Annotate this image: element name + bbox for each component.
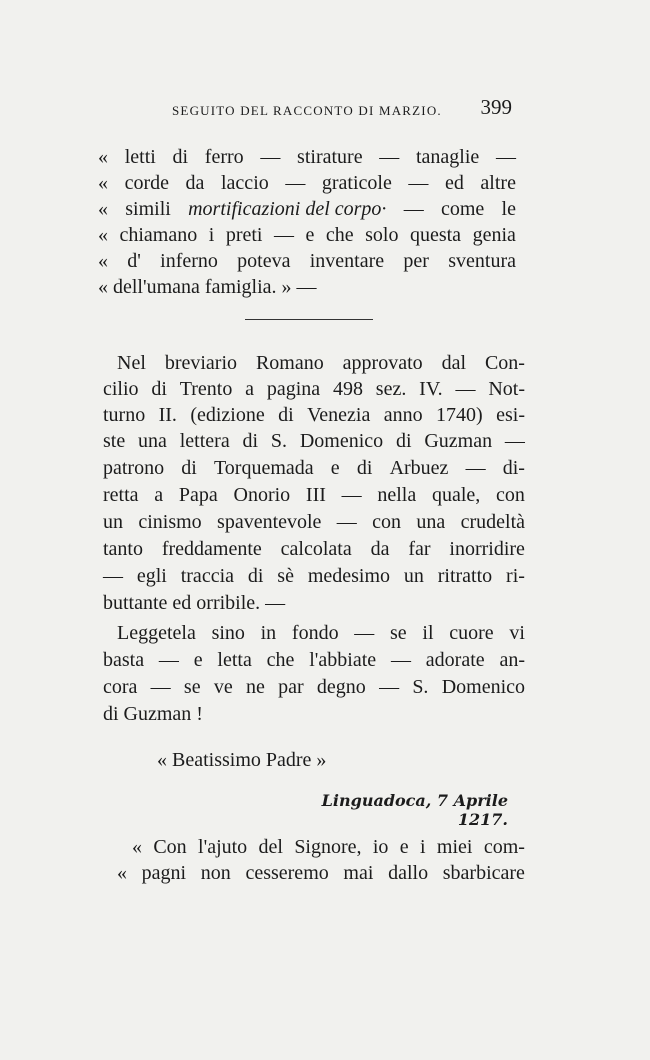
quote-line: « d' inferno poteva inventare per sventura <box>98 250 516 272</box>
quote-line: « letti di ferro — stirature — tanaglie — <box>98 146 516 168</box>
text-line: buttante ed orribile. — <box>103 592 286 614</box>
text-line: un cinismo spaventevole — con una crudeltà <box>103 511 525 533</box>
page-number: 399 <box>480 95 512 119</box>
letter-dateline: Linguadoca, 7 Aprile 1217. <box>321 791 508 829</box>
text-line: retta a Papa Onorio III — nella quale, con <box>103 484 525 506</box>
text-line: cora — se ve ne par degno — S. Domenico <box>103 676 525 698</box>
running-title: SEGUITO DEL RACCONTO DI MARZIO. <box>172 103 442 118</box>
letter-salutation: « Beatissimo Padre » <box>157 749 327 771</box>
quote-line: « simili mortificazioni del corpo· — come le <box>98 198 516 220</box>
text-line: tanto freddamente calcolata da far inorridire <box>103 538 525 560</box>
text-line: ste una lettera di S. Domenico di Guzman — <box>103 430 525 452</box>
text-line: patrono di Torquemada e di Arbuez — di- <box>103 457 525 479</box>
text-line: cilio di Trento a pagina 498 sez. IV. — Not- <box>103 378 525 400</box>
letter-line: « Con l'ajuto del Signore, io e i miei com- <box>132 836 525 858</box>
text-line: — egli traccia di sè medesimo un ritratto ri- <box>103 565 525 587</box>
quote-line: « chiamano i preti — e che solo questa genia <box>98 224 516 246</box>
text-line: turno II. (edizione di Venezia anno 1740) esi- <box>103 404 525 426</box>
quote-line: « dell'umana famiglia. » — <box>98 276 317 298</box>
text-line: Nel breviario Romano approvato dal Con- <box>117 352 525 374</box>
text-line: Leggetela sino in fondo — se il cuore vi <box>117 622 525 644</box>
quote-line: « corde da laccio — graticole — ed altre <box>98 172 516 194</box>
text-line: di Guzman ! <box>103 703 203 725</box>
text-line: basta — e letta che l'abbiate — adorate an- <box>103 649 525 671</box>
section-divider <box>245 319 373 320</box>
letter-line: « pagni non cesseremo mai dallo sbarbicare <box>117 862 525 884</box>
italic-phrase: mortificazioni del corpo· <box>188 198 387 220</box>
